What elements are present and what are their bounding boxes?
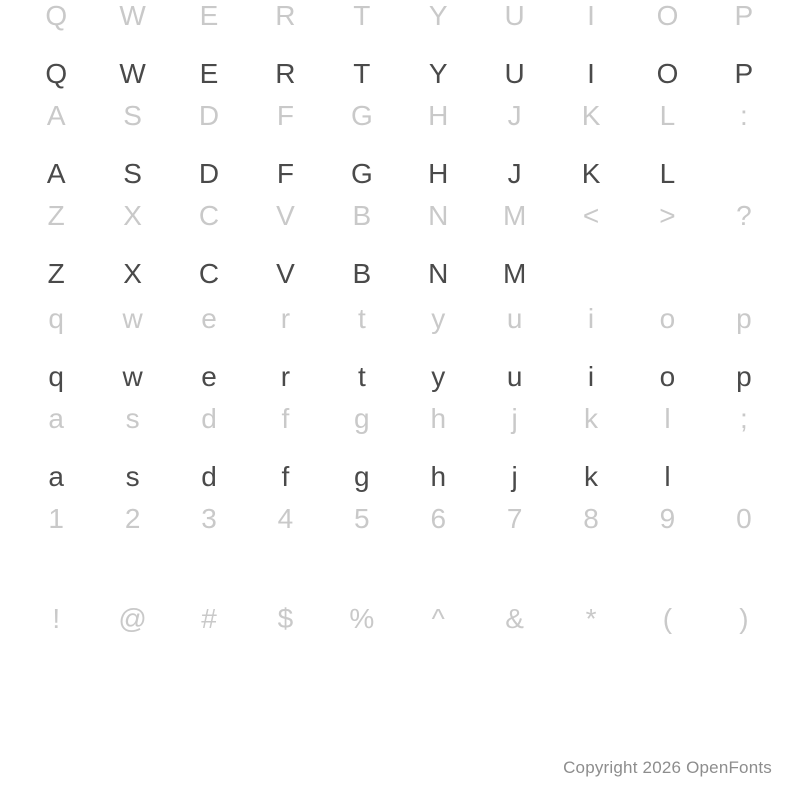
reference-glyph: D	[198, 100, 220, 131]
sample-glyph: s	[125, 461, 140, 492]
glyph-row-group	[0, 2, 800, 88]
sample-glyph: R	[275, 58, 296, 89]
sample-row	[0, 160, 800, 188]
reference-glyph: A	[46, 100, 66, 131]
sample-glyph	[553, 260, 629, 288]
reference-glyph: q	[48, 303, 64, 334]
reference-glyph: X	[123, 200, 142, 231]
glyph-row-group	[0, 405, 800, 491]
sample-glyph: I	[587, 58, 595, 89]
reference-glyph: 0	[736, 503, 752, 534]
reference-glyph: t	[357, 303, 366, 334]
sample-glyph: Q	[45, 58, 68, 89]
sample-glyph: C	[198, 258, 220, 289]
reference-glyph: R	[275, 0, 296, 31]
sample-glyph: k	[584, 461, 599, 492]
reference-glyph: l	[664, 403, 671, 434]
sample-glyph: Z	[47, 258, 65, 289]
sample-glyph: O	[656, 58, 679, 89]
reference-glyph: K	[581, 100, 601, 131]
sample-glyph: F	[276, 158, 294, 189]
reference-glyph: T	[353, 0, 371, 31]
reference-glyph: F	[276, 100, 294, 131]
reference-row	[0, 2, 800, 30]
reference-glyph: 9	[659, 503, 676, 534]
sample-glyph: S	[123, 158, 142, 189]
reference-glyph: ;	[739, 403, 748, 434]
reference-glyph: y	[431, 303, 446, 334]
glyph-row-group	[0, 605, 800, 663]
reference-glyph: N	[428, 200, 449, 231]
reference-glyph: I	[587, 0, 595, 31]
reference-glyph: C	[198, 200, 220, 231]
sample-glyph: W	[119, 58, 146, 89]
reference-glyph: 6	[430, 503, 447, 534]
reference-glyph: <	[582, 200, 600, 231]
reference-glyph: Y	[428, 0, 448, 31]
sample-glyph: r	[280, 361, 291, 392]
reference-row	[0, 102, 800, 130]
reference-row	[0, 202, 800, 230]
reference-glyph: ?	[736, 200, 752, 231]
reference-glyph: j	[511, 403, 518, 434]
sample-glyph: l	[664, 461, 671, 492]
reference-glyph: W	[119, 0, 146, 31]
sample-glyph: p	[736, 361, 752, 392]
copyright-notice: Copyright 2026 OpenFonts	[563, 758, 772, 777]
sample-glyph: T	[353, 58, 371, 89]
reference-glyph: &	[505, 603, 524, 634]
sample-glyph: t	[357, 361, 366, 392]
reference-glyph: p	[736, 303, 752, 334]
reference-glyph: h	[430, 403, 447, 434]
reference-glyph: r	[280, 303, 291, 334]
reference-row	[0, 505, 800, 533]
sample-glyph: u	[506, 361, 523, 392]
glyph-row-group	[0, 102, 800, 188]
sample-glyph: J	[507, 158, 522, 189]
sample-glyph: X	[123, 258, 142, 289]
reference-glyph: L	[659, 100, 676, 131]
sample-glyph: d	[201, 461, 217, 492]
reference-glyph: B	[352, 200, 372, 231]
sample-glyph: h	[430, 461, 447, 492]
sample-glyph: E	[199, 58, 219, 89]
reference-row	[0, 305, 800, 333]
reference-glyph: Z	[47, 200, 65, 231]
sample-glyph: V	[276, 258, 295, 289]
reference-row	[0, 605, 800, 633]
sample-glyph: H	[428, 158, 449, 189]
sample-glyph: N	[428, 258, 449, 289]
sample-glyph	[629, 260, 705, 288]
sample-glyph: e	[201, 361, 217, 392]
sample-glyph: D	[198, 158, 220, 189]
reference-glyph: 8	[583, 503, 599, 534]
sample-row	[0, 60, 800, 88]
reference-glyph: 3	[201, 503, 217, 534]
reference-glyph: o	[659, 303, 676, 334]
sample-glyph: j	[511, 461, 518, 492]
sample-glyph: B	[352, 258, 372, 289]
reference-glyph: 1	[48, 503, 64, 534]
reference-glyph: 4	[277, 503, 294, 534]
glyph-row-group	[0, 202, 800, 288]
glyph-row-group	[0, 505, 800, 563]
reference-glyph: k	[584, 403, 599, 434]
reference-glyph: E	[199, 0, 219, 31]
reference-glyph: s	[125, 403, 140, 434]
sample-glyph: M	[502, 258, 527, 289]
reference-glyph: !	[52, 603, 61, 634]
reference-glyph: >	[659, 200, 676, 231]
reference-glyph: ^	[431, 603, 445, 634]
reference-glyph: 2	[124, 503, 141, 534]
sample-glyph: K	[581, 158, 601, 189]
reference-glyph: O	[656, 0, 679, 31]
reference-row	[0, 405, 800, 433]
reference-glyph: d	[201, 403, 217, 434]
reference-glyph: U	[504, 0, 525, 31]
reference-glyph: i	[587, 303, 595, 334]
reference-glyph: P	[734, 0, 754, 31]
sample-row	[0, 363, 800, 391]
sample-glyph: a	[48, 461, 64, 492]
sample-glyph: i	[587, 361, 595, 392]
reference-glyph: J	[507, 100, 522, 131]
sample-glyph: A	[46, 158, 66, 189]
reference-glyph: S	[123, 100, 142, 131]
sample-glyph: w	[122, 361, 143, 392]
reference-glyph: $	[277, 603, 294, 634]
reference-glyph: (	[662, 603, 673, 634]
reference-glyph: u	[506, 303, 523, 334]
reference-glyph: #	[201, 603, 217, 634]
sample-glyph: U	[504, 58, 525, 89]
reference-glyph: H	[428, 100, 449, 131]
reference-glyph: w	[122, 303, 143, 334]
sample-glyph: y	[431, 361, 446, 392]
reference-glyph: g	[354, 403, 370, 434]
sample-glyph	[706, 463, 782, 491]
sample-row	[0, 463, 800, 491]
sample-glyph: G	[350, 158, 373, 189]
reference-glyph: 7	[506, 503, 523, 534]
reference-glyph: a	[48, 403, 64, 434]
reference-glyph: V	[276, 200, 295, 231]
sample-glyph: f	[281, 461, 290, 492]
reference-glyph: *	[585, 603, 597, 634]
reference-glyph: e	[201, 303, 217, 334]
reference-glyph: @	[118, 603, 147, 634]
sample-row	[0, 260, 800, 288]
reference-glyph: :	[739, 100, 748, 131]
reference-glyph: G	[350, 100, 373, 131]
sample-glyph: L	[659, 158, 676, 189]
sample-glyph: q	[48, 361, 64, 392]
sample-glyph: o	[659, 361, 676, 392]
sample-glyph: Y	[428, 58, 448, 89]
reference-glyph: M	[502, 200, 527, 231]
reference-glyph: Q	[45, 0, 68, 31]
sample-glyph	[706, 260, 782, 288]
reference-glyph: %	[349, 603, 375, 634]
reference-glyph: f	[281, 403, 290, 434]
glyph-row-group	[0, 305, 800, 391]
sample-glyph	[706, 160, 782, 188]
sample-glyph: P	[734, 58, 754, 89]
reference-glyph: )	[739, 603, 749, 634]
reference-glyph: 5	[354, 503, 370, 534]
sample-glyph: g	[354, 461, 370, 492]
